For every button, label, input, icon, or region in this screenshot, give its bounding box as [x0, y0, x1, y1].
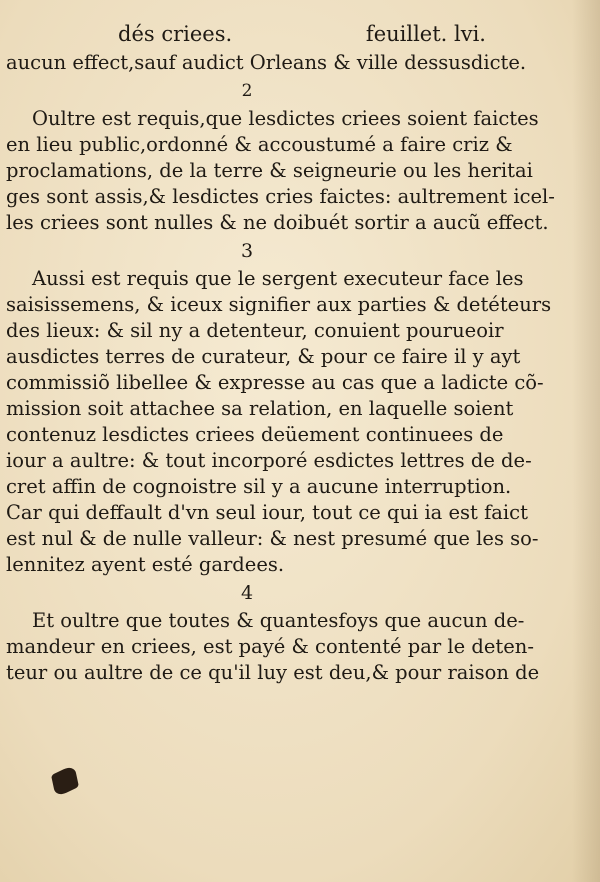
text-line: cret affin de cognoistre sil y a aucune interruption. [6, 475, 512, 498]
text-line: proclamations, de la terre & seigneurie ou les heritai [6, 159, 533, 182]
folio-number: feuillet. lvi. [365, 22, 486, 46]
text-line: ges sont assis,& lesdictes cries faictes: aultrement icel- [6, 185, 555, 208]
section-number-3: 3 [240, 240, 254, 262]
text-line: les criees sont nulles & ne doibuét sortir a aucũ effect. [6, 211, 549, 234]
text-line: Aussi est requis que le sergent executeur face les [32, 267, 524, 290]
text-line: lennitez ayent esté gardees. [6, 553, 285, 576]
text-block [6, 50, 555, 686]
text-line: mandeur en criees, est payé & contenté par le deten- [6, 635, 534, 658]
text-line: contenuz lesdictes criees deüement continuees de [6, 423, 504, 446]
text-line: Car qui deffault d'vn seul iour, tout ce qui ia est faict [6, 501, 528, 524]
page-header [118, 22, 486, 48]
text-line: Et oultre que toutes & quantesfoys que aucun de- [32, 609, 525, 632]
text-line: en lieu public,ordonné & accoustumé a faire criz & [6, 133, 513, 156]
text-line: saisissemens, & iceux signifier aux parties & detéteurs [6, 293, 552, 316]
text-line: iour a aultre: & tout incorporé esdictes lettres de de- [6, 449, 532, 472]
ink-smudge [51, 764, 79, 798]
page-gutter-shadow [572, 0, 600, 882]
text-line: des lieux: & sil ny a detenteur, conuient pourueoir [6, 319, 504, 342]
text-line: commissiõ libellee & expresse au cas que a ladicte cõ- [6, 371, 544, 394]
section-number-4: 4 [240, 582, 254, 604]
text-line: est nul & de nulle valleur: & nest presumé que les so- [6, 527, 539, 550]
section-number-2: 2 [241, 81, 253, 101]
text-line: ausdictes terres de curateur, & pour ce faire il y ayt [6, 345, 521, 368]
text-line: aucun effect,sauf audict Orleans & ville dessusdicte. [6, 51, 527, 74]
text-line: mission soit attachee sa relation, en laquelle soient [6, 397, 514, 420]
running-title: dés criees. [118, 22, 233, 46]
text-line: teur ou aultre de ce qu'il luy est deu,& pour raison de [6, 661, 540, 684]
text-line: Oultre est requis,que lesdictes criees soient faictes [32, 107, 539, 130]
